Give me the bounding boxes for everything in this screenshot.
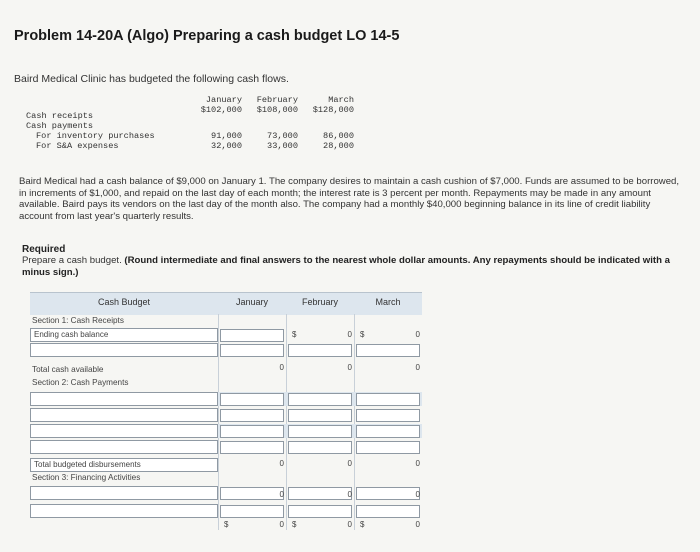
payment-label-input-4[interactable] [30, 440, 218, 454]
payment-3-feb-input[interactable] [288, 425, 352, 438]
header-january: January [235, 297, 269, 307]
financing-2-mar-input[interactable] [356, 505, 420, 518]
financing-2-feb-input[interactable] [288, 505, 352, 518]
problem-paragraph: Baird Medical had a cash balance of $9,000 on January 1. The company desires to maintain a cash cushion of $7,000. Funds are assumed to be borrowed, in increments of $1,000, and repaid on the last day of each month; the interest rate is 3 percent per month. Repayments may be made in any amount available. Baird pays its vendors on the last day of the month also. The company had a monthly $40,000 beginning balance in its line of credit liability account from last year's quarterly results. [19, 176, 680, 222]
ending-cash-mar-value: 0 [415, 330, 420, 339]
financing-jan-value: 0 [279, 490, 284, 499]
total-cash-mar-value: 0 [415, 363, 420, 372]
cf-sga-mar: 28,000 [323, 141, 354, 151]
bottom-mar-value: 0 [415, 520, 420, 529]
payment-1-feb-input[interactable] [288, 393, 352, 406]
payment-2-jan-input[interactable] [220, 409, 284, 422]
bottom-feb-value: 0 [347, 520, 352, 529]
financing-mar-value: 0 [415, 490, 420, 499]
payment-label-input-1[interactable] [30, 392, 218, 406]
financing-feb-value: 0 [347, 490, 352, 499]
cf-receipts-mar: $128,000 [312, 105, 354, 115]
payment-4-feb-input[interactable] [288, 441, 352, 454]
section-2-label: Section 2: Cash Payments [32, 378, 129, 387]
cf-inventory-mar: 86,000 [323, 131, 354, 141]
payment-3-jan-input[interactable] [220, 425, 284, 438]
receipt-jan-input[interactable] [220, 344, 284, 357]
dollar-mar-ending: $ [360, 330, 365, 339]
dollar-jan-bottom: $ [224, 520, 229, 529]
bottom-jan-value: 0 [279, 520, 284, 529]
required-text: Prepare a cash budget. (Round intermediate and final answers to the nearest whole dollar amounts. Any repayments should be indicated with a minus sign.) [22, 255, 670, 278]
cf-inventory-jan: 91,000 [211, 131, 242, 141]
payment-2-feb-input[interactable] [288, 409, 352, 422]
payment-1-mar-input[interactable] [356, 393, 420, 406]
payment-4-mar-input[interactable] [356, 441, 420, 454]
ending-cash-label: Ending cash balance [30, 328, 218, 342]
section-3-label: Section 3: Financing Activities [32, 473, 141, 482]
section-1-label: Section 1: Cash Receipts [32, 316, 124, 325]
payment-2-mar-input[interactable] [356, 409, 420, 422]
receipt-feb-input[interactable] [288, 344, 352, 357]
ending-cash-feb-value: 0 [347, 330, 352, 339]
payment-label-input-2[interactable] [30, 408, 218, 422]
total-disbursements-label: Total budgeted disbursements [30, 458, 218, 472]
cf-inventory-label: For inventory purchases [36, 131, 155, 141]
cf-month-mar: March [328, 95, 354, 105]
required-heading: Required [22, 244, 66, 255]
financing-2-jan-input[interactable] [220, 505, 284, 518]
receipt-mar-input[interactable] [356, 344, 420, 357]
cf-receipts-feb: $108,000 [256, 105, 298, 115]
cf-payments-label: Cash payments [26, 121, 94, 131]
beginning-cash-jan-input[interactable] [220, 329, 284, 342]
intro-text: Baird Medical Clinic has budgeted the following cash flows. [14, 73, 289, 85]
cf-sga-jan: 32,000 [211, 141, 242, 151]
dollar-feb-bottom: $ [292, 520, 297, 529]
payment-label-input-3[interactable] [30, 424, 218, 438]
header-march: March [375, 297, 401, 307]
total-disb-feb-value: 0 [347, 459, 352, 468]
cf-sga-label: For S&A expenses [36, 141, 119, 151]
cf-sga-feb: 33,000 [267, 141, 298, 151]
total-disb-jan-value: 0 [279, 459, 284, 468]
cash-budget-table [30, 292, 422, 530]
total-cash-label: Total cash available [32, 365, 104, 374]
financing-label-input-1[interactable] [30, 486, 218, 500]
payment-4-jan-input[interactable] [220, 441, 284, 454]
header-cash-budget: Cash Budget [97, 297, 151, 307]
header-february: February [301, 297, 338, 307]
dollar-mar-bottom: $ [360, 520, 365, 529]
cf-receipts-jan: $102,000 [200, 105, 242, 115]
cf-month-feb: February [256, 95, 298, 105]
total-disb-mar-value: 0 [415, 459, 420, 468]
total-cash-jan-value: 0 [279, 363, 284, 372]
required-bold: (Round intermediate and final answers to the nearest whole dollar amounts. Any repayments should be indicated with a minus sign.) [22, 255, 670, 278]
problem-title: Problem 14-20A (Algo) Preparing a cash budget LO 14-5 [14, 28, 400, 44]
cf-inventory-feb: 73,000 [267, 131, 298, 141]
cf-month-jan: January [205, 95, 242, 105]
payment-3-mar-input[interactable] [356, 425, 420, 438]
total-cash-feb-value: 0 [347, 363, 352, 372]
cf-receipts-label: Cash receipts [26, 111, 94, 121]
receipt-label-input[interactable] [30, 343, 218, 357]
dollar-feb-ending: $ [292, 330, 297, 339]
payment-1-jan-input[interactable] [220, 393, 284, 406]
financing-label-input-2[interactable] [30, 504, 218, 518]
